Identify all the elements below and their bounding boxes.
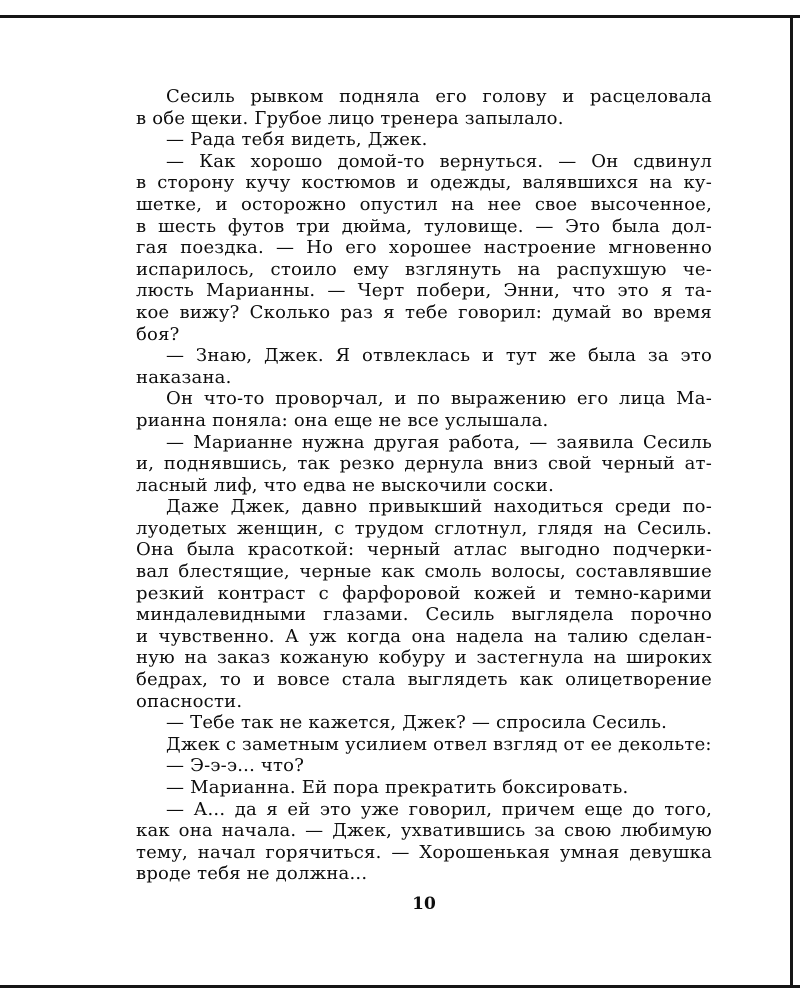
paragraph [136,388,712,431]
text-line: опасности. [136,690,243,712]
paragraph [136,432,712,497]
text-line: миндалевидными глазами. Сесиль выглядела порочно [136,604,712,626]
paragraph [136,345,712,388]
text-line: как она начала. — Джек, ухватившись за свою любимую [136,820,712,842]
text-line: в обе щеки. Грубое лицо тренера запылало. [136,107,564,129]
paragraph [136,86,712,129]
paragraph [136,734,712,756]
text-line: шетке, и осторожно опустил на нее свое высоченное, [136,193,712,215]
page-number: 10 [412,894,436,914]
text-line: бедрах, то и вовсе стала выглядеть как олицетворение [136,669,712,691]
text-line: — Тебе так не кажется, Джек? — спросила Сесиль. [166,712,668,734]
text-line: — Как хорошо домой-то вернуться. — Он сдвинул [166,150,712,172]
text-line: люсть Марианны. — Черт побери, Энни, что это я та- [136,280,712,302]
text-line: гая поездка. — Но его хорошее настроение мгновенно [136,237,712,259]
paragraph [136,777,712,799]
text-line: ласный лиф, что едва не выскочили соски. [136,474,555,496]
text-line: наказана. [136,366,232,388]
text-line: — А... да я ей это уже говорил, причем еще до того, [166,798,712,820]
scan-border-bottom [0,985,800,988]
text-line: Джек с заметным усилием отвел взгляд от ее декольте: [166,733,712,755]
text-line: луодетых женщин, с трудом сглотнул, глядя на Сесиль. [136,517,712,539]
text-line: — Марианне нужна другая работа, — заявила Сесиль [166,431,712,453]
paragraph [136,799,712,885]
text-line: и, поднявшись, так резко дернула вниз свой черный ат- [136,453,712,475]
text-line: — Э-э-э... что? [166,755,305,777]
text-line: рианна поняла: она еще не все услышала. [136,409,549,431]
text-line: Она была красоткой: черный атлас выгодно подчерки- [136,539,712,561]
text-line: и чувственно. А уж когда она надела на талию сделан- [136,625,712,647]
text-block [136,86,712,885]
text-line: вал блестящие, черные как смоль волосы, составлявшие [136,561,712,583]
text-line: в сторону кучу костюмов и одежды, валявшихся на ку- [136,172,712,194]
text-line: ную на заказ кожаную кобуру и застегнула на широких [136,647,712,669]
text-line: в шесть футов три дюйма, туловище. — Это была дол- [136,215,712,237]
text-line: — Знаю, Джек. Я отвлеклась и тут же была за это [166,345,712,367]
paragraph [136,755,712,777]
text-line: вроде тебя не должна... [136,863,368,885]
scan-border-right [790,15,793,988]
text-line: резкий контраст с фарфоровой кожей и темно-карими [136,582,712,604]
paragraph [136,129,712,151]
text-line: Сесиль рывком подняла его голову и расцеловала [166,86,712,107]
text-line: Даже Джек, давно привыкший находиться среди по- [166,496,712,518]
text-line: кое вижу? Сколько раз я тебе говорил: думай во время [136,301,712,323]
paragraph [136,496,712,712]
text-line: — Рада тебя видеть, Джек. [166,129,428,151]
text-line: Он что-то проворчал, и по выражению его лица Ма- [166,388,712,410]
text-line: боя? [136,323,180,345]
text-line: испарилось, стоило ему взглянуть на распухшую че- [136,258,712,280]
text-line: тему, начал горячиться. — Хорошенькая умная девушка [136,841,712,863]
paragraph [136,712,712,734]
scan-border-top [0,15,800,18]
text-line: — Марианна. Ей пора прекратить боксировать. [166,777,629,798]
paragraph [136,151,712,345]
